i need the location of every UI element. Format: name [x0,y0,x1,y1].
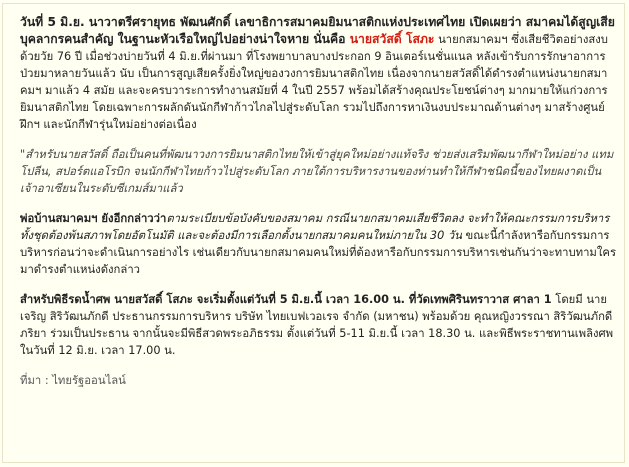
lead-paragraph [20,14,618,133]
article-frame [2,3,625,463]
lead-headline: วันที่ 5 มิ.ย. นาวาตรีศรายุทธ พัฒนศักดิ์ เลขาธิการสมาคมยิมนาสติกแห่งประเทศไทย เปิดเผยว่า สมาคมได้สูญเสียบุคลากรคนสำคัญ ในฐานะหัวเรือใหญ่ไปอย่างน่าใจหาย นั่นคือ [20,15,615,46]
source-credit: ที่มา : ไทยรัฐออนไลน์ [20,374,126,387]
lead-body: นายกสมาคมฯ ซึ่งเสียชีวิตอย่างสงบ ด้วยวัย 76 ปี เมื่อช่วงบ่ายวันที่ 4 มิ.ย.ที่ผ่านมา ที่โรงพยาบาลบางประกอก 9 อินเตอร์เนชั่นแนล หลังเข้ารับการรักษาอาการป่วยมาหลายวันแล้ว นับ เป็นการสูญเสียครั้งยิ่งใหญ่ของวงการยิมนาสติกไทย เนื่องจากนายสวัสดิ์ได้ดำรงตำแหน่งนายกสมาคมฯ มาแล้ว 4 สมัย และจะครบวาระการทำงานสมัยที่ 4 ในปี 2557 พร้อมได้สร้างคุณประโยชน์ต่างๆ มากมายให้แก่วงการยิมนาสติกไทย โดยเฉพาะการผลักดันนักกีฬาก้าวไกลไปสู่ระดับโลก รวมไปถึงการหาเงินงบประมาณด้านต่างๆ มาสร้างศูนย์ฝึกฯ และนักกีฬารุ่นใหม่อย่างต่อเนื่อง [20,33,608,131]
funeral-paragraph [20,291,618,359]
quote-paragraph: "สำหรับนายสวัสดิ์ ถือเป็นคนที่พัฒนาวงการยิมนาสติกไทยให้เข้าสู่ยุคใหม่อย่างแท้จริง ช่วยส่งเสริมพัฒนากีฬาใหม่อย่าง แทมโปลีน, สปอร์ตแอโรบิก จนนักกีฬาไทยก้าวไปสู่ระดับโลก ภายใต้การบริหารงานของท่านทำให้กีฬาชนิดนี้ของไทยผงาดเป็นเจ้าอาเซียนในระดับซีเกมส์มาแล้ว [20,148,614,195]
highlighted-name: นายสวัสดิ์ โสภะ [349,32,435,46]
rules-paragraph [20,210,618,278]
funeral-lead: สำหรับพิธีรดน้ำศพ นายสวัสดิ์ โสภะ จะเริ่มตั้งแต่วันที่ 5 มิ.ย.นี้ เวลา 16.00 น. ที่วัดเทพศิรินทราวาส ศาลา 1 [20,293,552,306]
rules-lead: พ่อบ้านสมาคมฯ ยังอีกกล่าวว่า [20,212,167,225]
rules-rest: ขณะนี้กำลังหารือกับกรรมการบริหารก่อนว่าจะดำเนินการอย่างไร เช่นเดียวกับนายกสมาคมคนใหม่ที่ต้องหารือกับกรรมการบริหารเช่นกันว่าจะทาบทามใครมาดำรงตำแหน่งดังกล่าว [20,229,617,276]
article-body [20,14,618,402]
funeral-rest: โดยมี นายเจริญ สิริวัฒนภักดี ประธานกรรมการบริหาร บริษัท ไทยเบฟเวอเรจ จำกัด (มหาชน) พร้อมด้วย คุณหญิงวรรณา สิริวัฒนภักดี ภริยา ร่วมเป็นประธาน จากนั้นจะมีพิธีสวดพระอภิธรรม ตั้งแต่วันที่ 5-11 มิ.ย.นี้ เวลา 18.30 น. และพิธีพระราชทานเพลิงศพ ในวันที่ 12 มิ.ย. เวลา 17.00 น. [20,293,614,357]
rules-italic: ตามระเบียบข้อบังคับของสมาคม กรณีนายกสมาคมเสียชีวิตลง จะทำให้คณะกรรมการบริหารทั้งชุดต้องพ้นสภาพโดยอัตโนมัติ และจะต้องมีการเลือกตั้งนายกสมาคมคนใหม่ภายใน 30 วัน [20,212,610,242]
